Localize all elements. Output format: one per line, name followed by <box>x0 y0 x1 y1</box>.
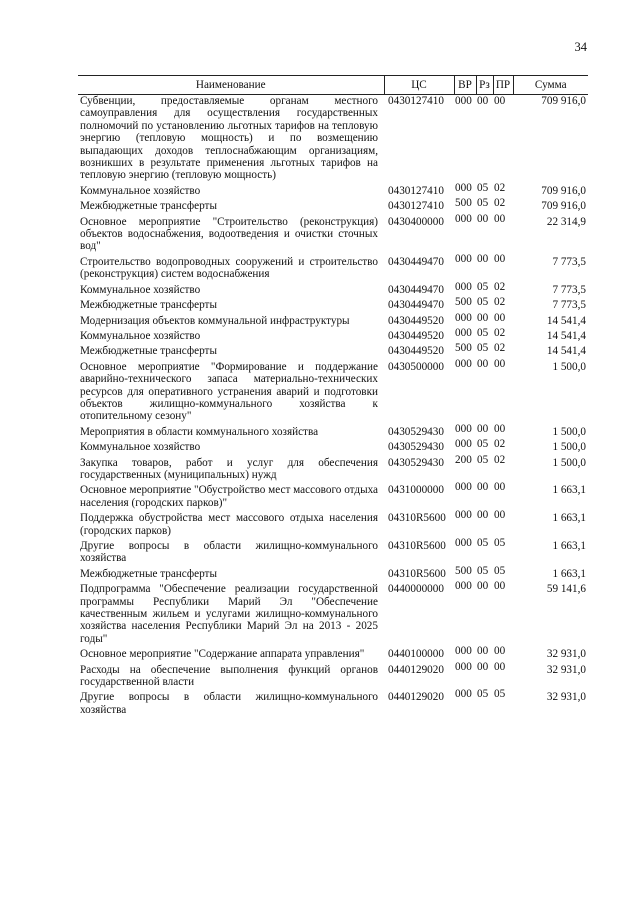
row-name: Другие вопросы в области жилищно-коммунального хозяйства <box>80 691 378 716</box>
row-sum: 22 314,9 <box>546 215 586 228</box>
row-pr: 00 <box>494 311 506 324</box>
row-sum: 14 541,4 <box>546 314 586 327</box>
row-rz: 05 <box>477 688 489 701</box>
row-name: Коммунальное хозяйство <box>80 184 201 197</box>
row-name: Межбюджетные трансферты <box>80 200 217 213</box>
table-row <box>78 454 588 482</box>
table-row <box>78 281 588 296</box>
header-vr: ВР <box>454 76 476 95</box>
row-name: Модернизация объектов коммунальной инфраструктуры <box>80 314 350 327</box>
row-cs: 04310R5600 <box>388 567 446 580</box>
row-pr: 02 <box>494 197 506 210</box>
row-cs: 0440129020 <box>388 691 444 704</box>
row-name: Мероприятия в области коммунального хозяйства <box>80 425 319 438</box>
row-rz: 00 <box>477 212 489 225</box>
table-row <box>78 213 588 253</box>
row-sum: 1 500,0 <box>552 425 586 438</box>
row-rz: 05 <box>477 342 489 355</box>
header-cs: ЦС <box>384 76 454 95</box>
row-name: Коммунальное хозяйство <box>80 441 201 454</box>
row-pr: 02 <box>494 181 506 194</box>
row-cs: 04310R5600 <box>388 512 446 525</box>
row-rz: 00 <box>477 422 489 435</box>
row-cs: 0440100000 <box>388 648 444 661</box>
table-row <box>78 358 588 423</box>
row-vr: 000 <box>455 537 472 549</box>
row-cs: 0431000000 <box>388 484 444 497</box>
row-rz: 05 <box>477 438 489 451</box>
header-sum: Сумма <box>513 76 588 95</box>
row-rz: 05 <box>477 453 489 466</box>
row-sum: 1 663,1 <box>552 567 586 580</box>
row-vr: 200 <box>455 453 472 466</box>
row-vr: 000 <box>455 181 472 194</box>
row-pr: 00 <box>494 422 506 435</box>
table-header-row <box>78 76 588 95</box>
row-sum: 1 500,0 <box>552 456 586 469</box>
row-rz: 05 <box>477 326 489 339</box>
row-sum: 7 773,5 <box>552 255 586 268</box>
row-vr: 000 <box>455 95 472 107</box>
row-rz: 05 <box>477 280 489 293</box>
row-name: Подпрограмма "Обеспечение реализации государственной программы Республики Марий Эл "Обеспечение качественным жильем и услугами жилищно-коммунального хозяйства населения Республики Марий Эл на 2013 - 2025 годы" <box>80 583 378 645</box>
row-pr: 00 <box>494 212 506 225</box>
row-pr: 00 <box>494 95 506 107</box>
row-pr: 02 <box>494 326 506 339</box>
table-body <box>78 95 588 717</box>
row-cs: 0430449470 <box>388 299 444 312</box>
row-vr: 000 <box>455 645 472 658</box>
row-vr: 000 <box>455 422 472 435</box>
row-cs: 0430529430 <box>388 441 444 454</box>
table-row <box>78 481 588 509</box>
row-cs: 0430127410 <box>388 200 444 213</box>
row-name: Поддержка обустройства мест массового отдыха населения (городских парков) <box>80 512 378 537</box>
row-name: Основное мероприятие "Содержание аппарата управления" <box>80 648 365 661</box>
row-sum: 709 916,0 <box>541 200 586 213</box>
table-row <box>78 182 588 197</box>
row-pr: 00 <box>494 252 506 265</box>
row-name: Коммунальное хозяйство <box>80 283 201 296</box>
row-name: Основное мероприятие "Формирование и поддержание аварийно-технического запаса материально-технических ресурсов для оперативного устранения аварий и подготовки объектов жилищно-коммунального хозяйства к отопительному сезону" <box>80 360 378 423</box>
row-cs: 0430449520 <box>388 329 444 342</box>
header-pr: ПР <box>493 76 513 95</box>
row-pr: 05 <box>494 564 506 577</box>
row-rz: 00 <box>477 645 489 658</box>
row-pr: 02 <box>494 453 506 466</box>
row-sum: 32 931,0 <box>546 648 586 661</box>
table-row <box>78 438 588 453</box>
row-name: Субвенции, предоставляемые органам местного самоуправления для осуществления государственных полномочий по установлению льготных тарифов на тепловую энергию (тепловую мощность) и по возмещению выпадающих доходов теплоснабжающим организациям, возникших в результате применения льготных тарифов на тепловую энергию (тепловую мощность) <box>80 95 378 182</box>
row-cs: 0430500000 <box>388 360 444 373</box>
row-vr: 000 <box>455 481 472 494</box>
page-number: 34 <box>574 40 587 54</box>
row-rz: 05 <box>477 197 489 210</box>
row-rz: 00 <box>477 509 489 522</box>
row-cs: 0430449520 <box>388 345 444 358</box>
row-vr: 500 <box>455 342 472 355</box>
row-cs: 0430127410 <box>388 95 444 107</box>
row-sum: 1 663,1 <box>552 512 586 525</box>
row-vr: 500 <box>455 564 472 577</box>
row-vr: 000 <box>455 326 472 339</box>
header-name: Наименование <box>78 76 384 95</box>
row-pr: 00 <box>494 645 506 658</box>
row-sum: 1 500,0 <box>552 441 586 454</box>
row-rz: 05 <box>477 296 489 309</box>
row-sum: 32 931,0 <box>546 663 586 676</box>
row-vr: 000 <box>455 357 472 370</box>
row-cs: 04310R5600 <box>388 540 446 552</box>
row-sum: 1 500,0 <box>552 360 586 373</box>
row-cs: 0440000000 <box>388 583 444 596</box>
row-name: Коммунальное хозяйство <box>80 329 201 342</box>
row-name: Закупка товаров, работ и услуг для обеспечения государственных (муниципальных) нужд <box>80 456 378 481</box>
table-row <box>78 342 588 357</box>
row-rz: 00 <box>477 660 489 673</box>
row-vr: 000 <box>455 280 472 293</box>
row-pr: 02 <box>494 296 506 309</box>
table-row <box>78 95 588 182</box>
row-vr: 000 <box>455 509 472 522</box>
table-row <box>78 197 588 212</box>
row-cs: 0440129020 <box>388 663 444 676</box>
row-pr: 00 <box>494 509 506 522</box>
header-rz: Рз <box>476 76 493 95</box>
table-row <box>78 327 588 342</box>
table-row <box>78 580 588 645</box>
row-vr: 000 <box>455 438 472 451</box>
row-pr: 02 <box>494 342 506 355</box>
budget-table <box>78 75 588 716</box>
row-name: Основное мероприятие "Строительство (реконструкция) объектов водоснабжения, водоотведения и очистки сточных вод" <box>80 215 378 253</box>
table-row <box>78 537 588 565</box>
row-rz: 05 <box>477 537 489 549</box>
row-cs: 0430400000 <box>388 215 444 228</box>
row-sum: 1 663,1 <box>552 484 586 497</box>
row-sum: 709 916,0 <box>541 184 586 197</box>
row-sum: 32 931,0 <box>546 691 586 704</box>
row-name: Строительство водопроводных сооружений и строительство (реконструкция) систем водоснабжения <box>80 255 378 281</box>
table-row <box>78 661 588 689</box>
table-row <box>78 688 588 716</box>
row-cs: 0430529430 <box>388 456 444 469</box>
table-row <box>78 312 588 327</box>
row-vr: 000 <box>455 311 472 324</box>
row-rz: 00 <box>477 357 489 370</box>
row-rz: 00 <box>477 481 489 494</box>
row-rz: 05 <box>477 181 489 194</box>
row-vr: 000 <box>455 660 472 673</box>
row-vr: 500 <box>455 197 472 210</box>
row-cs: 0430449520 <box>388 314 444 327</box>
row-sum: 1 663,1 <box>552 540 586 552</box>
row-rz: 00 <box>477 252 489 265</box>
table-row <box>78 645 588 660</box>
row-sum: 14 541,4 <box>546 329 586 342</box>
table-row <box>78 253 588 281</box>
table-row <box>78 423 588 438</box>
row-name: Расходы на обеспечение выполнения функций органов государственной власти <box>80 663 378 689</box>
row-sum: 7 773,5 <box>552 299 586 312</box>
row-sum: 14 541,4 <box>546 345 586 358</box>
row-pr: 00 <box>494 580 506 593</box>
row-cs: 0430449470 <box>388 283 444 296</box>
row-pr: 00 <box>494 660 506 673</box>
row-rz: 00 <box>477 95 489 107</box>
table-row <box>78 509 588 537</box>
table-row <box>78 565 588 580</box>
row-pr: 00 <box>494 357 506 370</box>
row-name: Другие вопросы в области жилищно-коммунального хозяйства <box>80 540 378 565</box>
row-name: Межбюджетные трансферты <box>80 345 217 358</box>
row-name: Основное мероприятие "Обустройство мест массового отдыха населения (городских парков)" <box>80 484 378 509</box>
row-pr: 00 <box>494 481 506 494</box>
row-vr: 000 <box>455 580 472 593</box>
row-rz: 05 <box>477 564 489 577</box>
row-sum: 59 141,6 <box>546 583 586 596</box>
row-vr: 000 <box>455 212 472 225</box>
row-rz: 00 <box>477 580 489 593</box>
row-pr: 02 <box>494 438 506 451</box>
row-name: Межбюджетные трансферты <box>80 567 217 580</box>
row-pr: 05 <box>494 537 506 549</box>
row-vr: 000 <box>455 688 472 701</box>
table-row <box>78 296 588 311</box>
row-cs: 0430127410 <box>388 184 444 197</box>
row-cs: 0430449470 <box>388 255 444 268</box>
row-pr: 02 <box>494 280 506 293</box>
row-vr: 000 <box>455 252 472 265</box>
row-sum: 7 773,5 <box>552 283 586 296</box>
row-cs: 0430529430 <box>388 425 444 438</box>
row-sum: 709 916,0 <box>541 95 586 107</box>
row-vr: 500 <box>455 296 472 309</box>
row-name: Межбюджетные трансферты <box>80 299 217 312</box>
row-pr: 05 <box>494 688 506 701</box>
row-rz: 00 <box>477 311 489 324</box>
